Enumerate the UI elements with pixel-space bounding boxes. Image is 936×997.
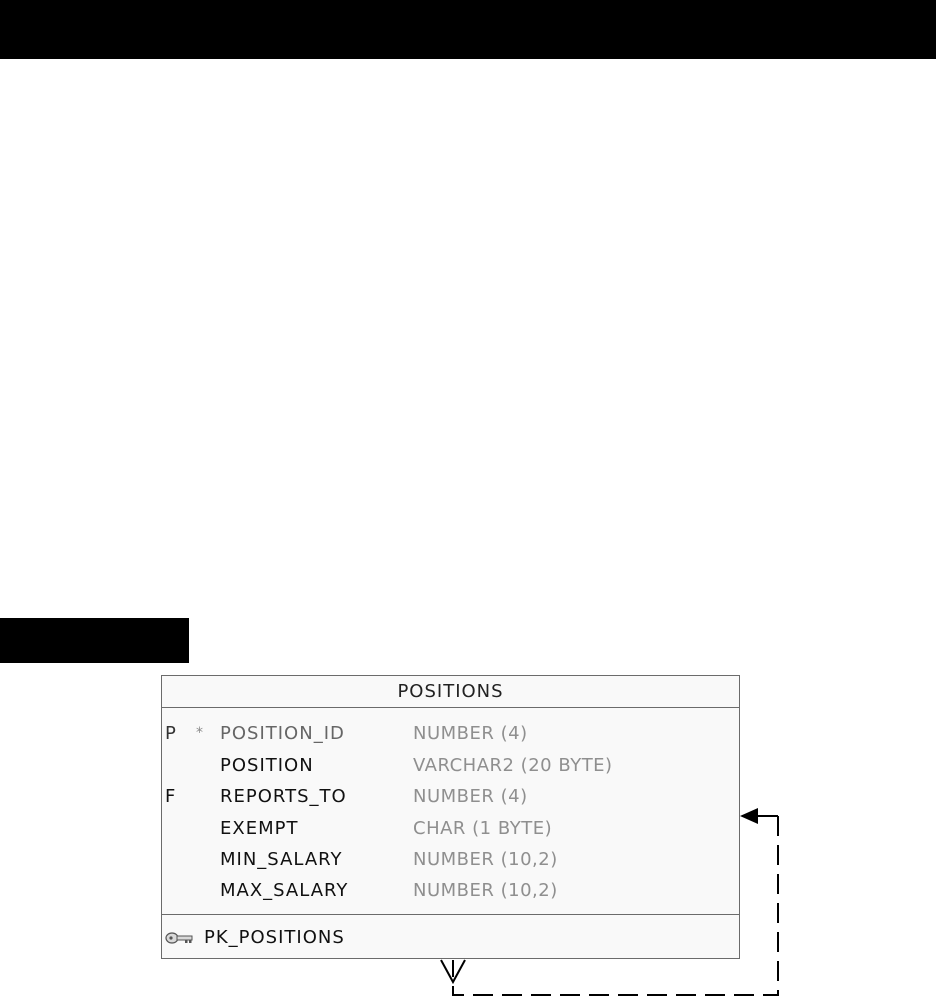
column-name: REPORTS_TO <box>220 786 347 807</box>
key-marker: F <box>165 786 176 807</box>
required-marker: * <box>196 725 203 741</box>
column-row[interactable] <box>162 750 739 781</box>
black-label-block <box>0 618 189 663</box>
column-type: NUMBER (4) <box>413 786 528 807</box>
entity-positions[interactable] <box>161 675 740 959</box>
column-type: NUMBER (10,2) <box>413 880 558 901</box>
column-row[interactable] <box>162 844 739 875</box>
column-row[interactable] <box>162 813 739 844</box>
column-name: EXEMPT <box>220 818 299 839</box>
column-row[interactable] <box>162 781 739 812</box>
crows-foot-marker <box>441 960 465 982</box>
primary-key-name: PK_POSITIONS <box>204 927 345 948</box>
key-icon <box>165 930 195 946</box>
top-black-bar <box>0 0 936 59</box>
section-divider <box>162 914 739 915</box>
column-name: POSITION <box>220 755 314 776</box>
column-name: MAX_SALARY <box>220 880 349 901</box>
column-row[interactable] <box>162 875 739 906</box>
entity-title: POSITIONS <box>162 676 739 708</box>
column-row[interactable] <box>162 718 739 749</box>
relationship-arrowhead <box>740 808 758 824</box>
key-marker: P <box>165 723 176 744</box>
column-type: NUMBER (4) <box>413 723 528 744</box>
primary-key-row[interactable] <box>162 923 739 953</box>
column-type: NUMBER (10,2) <box>413 849 558 870</box>
column-type: VARCHAR2 (20 BYTE) <box>413 755 613 776</box>
column-name: MIN_SALARY <box>220 849 343 870</box>
column-type: CHAR (1 BYTE) <box>413 818 553 839</box>
column-name: POSITION_ID <box>220 723 345 744</box>
